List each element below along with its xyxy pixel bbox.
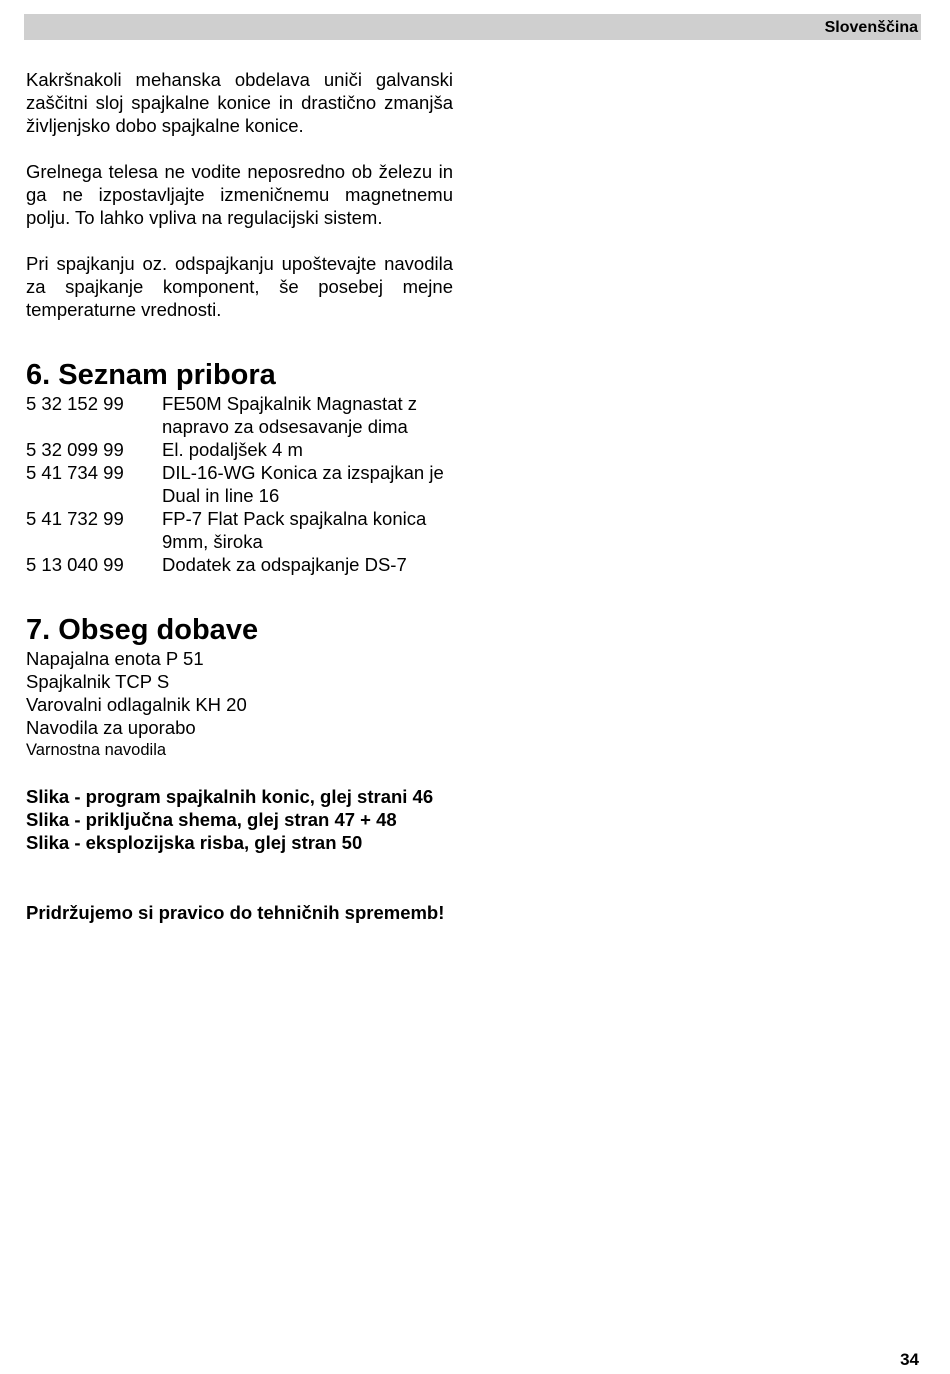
accessories-list bbox=[26, 392, 453, 576]
accessories-title: 6. Seznam pribora bbox=[26, 359, 276, 391]
accessory-description: Dodatek za odspajkanje DS-7 bbox=[162, 554, 407, 575]
intro-paragraph: Kakršnakoli mehanska obdelava uniči galvanski zaščitni sloj spajkalne konice in drastično zmanjša življenjsko dobo spajkalne konice. bbox=[26, 69, 453, 136]
scope-item: Varovalni odlagalnik KH 20 bbox=[26, 694, 247, 715]
rights-reservation: Pridržujemo si pravico do tehničnih sprememb! bbox=[26, 902, 445, 923]
figure-reference: Slika - eksplozijska risba, glej stran 50 bbox=[26, 832, 363, 853]
accessory-row bbox=[26, 507, 453, 553]
accessory-row bbox=[26, 461, 453, 507]
accessory-row bbox=[26, 392, 453, 438]
intro-paragraph: Pri spajkanju oz. odspajkanju upoštevajte navodila za spajkanje komponent, še posebej mejne temperaturne vrednosti. bbox=[26, 253, 453, 320]
accessory-description: DIL-16-WG Konica za izspajkan je Dual in line 16 bbox=[162, 462, 444, 506]
figure-reference: Slika - priključna shema, glej stran 47 + 48 bbox=[26, 809, 397, 830]
scope-item: Napajalna enota P 51 bbox=[26, 648, 204, 669]
page-number: 34 bbox=[900, 1350, 919, 1369]
scope-item: Varnostna navodila bbox=[26, 741, 167, 759]
intro-paragraph: Grelnega telesa ne vodite neposredno ob železu in ga ne izpostavljajte izmeničnemu magnetnemu polju. To lahko vpliva na regulacijski sistem. bbox=[26, 161, 453, 228]
accessory-description: El. podaljšek 4 m bbox=[162, 439, 303, 460]
accessory-description: FE50M Spajkalnik Magnastat z napravo za odsesavanje dima bbox=[162, 393, 418, 437]
scope-list bbox=[26, 647, 453, 762]
figure-reference: Slika - program spajkalnih konic, glej strani 46 bbox=[26, 786, 434, 807]
figure-references bbox=[26, 785, 453, 854]
accessory-code: 5 13 040 99 bbox=[26, 554, 124, 575]
accessory-description: FP-7 Flat Pack spajkalna konica 9mm, široka bbox=[162, 508, 427, 552]
accessory-code: 5 32 152 99 bbox=[26, 393, 124, 414]
accessory-code: 5 32 099 99 bbox=[26, 439, 124, 460]
accessory-row bbox=[26, 553, 453, 576]
accessory-code: 5 41 734 99 bbox=[26, 462, 124, 483]
accessory-code: 5 41 732 99 bbox=[26, 508, 124, 529]
scope-title: 7. Obseg dobave bbox=[26, 614, 259, 646]
accessory-row bbox=[26, 438, 453, 461]
scope-item: Spajkalnik TCP S bbox=[26, 671, 170, 692]
header-bar bbox=[24, 14, 921, 40]
main-column bbox=[26, 68, 453, 943]
scope-item: Navodila za uporabo bbox=[26, 717, 196, 738]
header-language: Slovenščina bbox=[824, 19, 918, 36]
